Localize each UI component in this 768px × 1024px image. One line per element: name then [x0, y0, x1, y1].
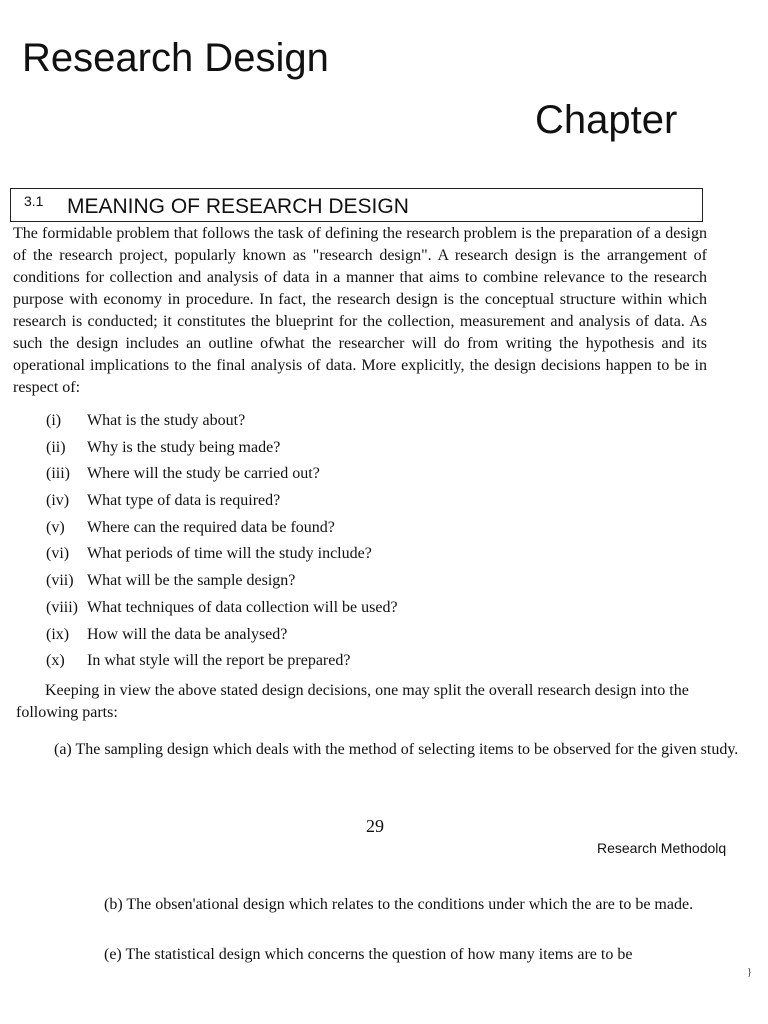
- intro-paragraph: The formidable problem that follows the task of defining the research problem is the preparation of a design of the research project, popularly known as "research design". A research design is the arrangement of conditions for collection and analysis of data in a manner that aims to combine relevance to the research purpose with economy in procedure. In fact, the research design is the conceptual structure within which research is conducted; it constitutes the blueprint for the collection, measurement and analysis of data. As such the design includes an outline ofwhat the researcher will do from writing the hypothesis and its operational implications to the final analysis of data. More explicitly, the design decisions happen to be in respect of:: [13, 225, 707, 396]
- list-item: [46, 541, 686, 568]
- list-item-text: What techniques of data collection will be used?: [87, 598, 398, 616]
- list-item-text: What periods of time will the study include?: [87, 545, 372, 563]
- section-number: 3.1: [24, 193, 44, 209]
- chapter-label: Chapter: [535, 98, 678, 142]
- list-item-number: (vii): [46, 572, 74, 590]
- page-number: 29: [366, 816, 384, 836]
- list-item: [46, 408, 686, 435]
- stray-brace-mark: }: [747, 967, 752, 978]
- list-item-text: Where will the study be carried out?: [87, 465, 320, 483]
- list-item-text: Why is the study being made?: [87, 438, 281, 456]
- list-item-number: (v): [46, 518, 65, 536]
- list-item: [46, 595, 686, 622]
- list-item-number: (vi): [46, 545, 70, 563]
- list-item-number: (ii): [46, 438, 66, 456]
- list-item-number: (i): [46, 412, 62, 429]
- running-header: Research Methodolq: [597, 840, 727, 856]
- list-item-number: (iv): [46, 492, 70, 510]
- list-item-text: Where can the required data be found?: [87, 518, 335, 536]
- section-title: MEANING OF RESEARCH DESIGN: [67, 195, 409, 218]
- list-item: [46, 568, 686, 595]
- design-questions-list: [46, 408, 686, 675]
- list-item: [46, 488, 686, 515]
- part-e-statistical-design: (e) The statistical design which concerns the question of how many items are to be: [104, 946, 633, 963]
- list-item-text: What will be the sample design?: [87, 572, 296, 590]
- list-item-number: (viii): [46, 598, 78, 616]
- list-item-number: (ix): [46, 625, 70, 643]
- list-item-text: How will the data be analysed?: [87, 625, 288, 643]
- list-item: [46, 515, 686, 542]
- list-item-text: What is the study about?: [87, 412, 246, 429]
- list-item: [46, 461, 686, 488]
- list-item-number: (iii): [46, 465, 70, 483]
- list-item-number: (x): [46, 652, 65, 670]
- list-item-text: In what style will the report be prepared?: [87, 652, 351, 670]
- list-item: [46, 622, 686, 649]
- keeping-paragraph: Keeping in view the above stated design decisions, one may split the overall research design into the following parts:: [16, 682, 689, 721]
- list-item: [46, 435, 686, 462]
- list-item: [46, 648, 686, 675]
- part-a-sampling-design: (a) The sampling design which deals with the method of selecting items to be observed for the given study.: [54, 741, 739, 758]
- section-heading-box: [10, 188, 703, 222]
- part-b-observational-design: (b) The obsen'ational design which relates to the conditions under which the are to be made.: [104, 896, 694, 913]
- list-item-text: What type of data is required?: [87, 492, 281, 510]
- document-title: Research Design: [22, 36, 329, 80]
